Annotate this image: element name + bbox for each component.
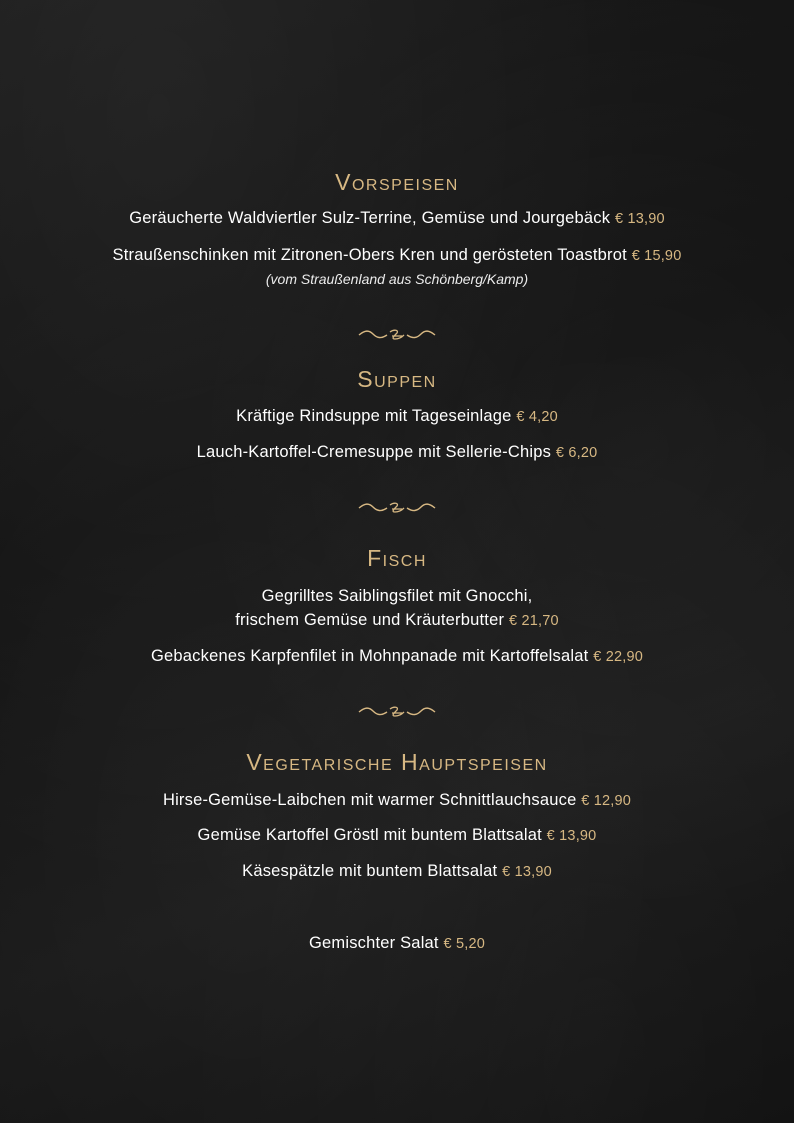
menu-item	[0, 584, 794, 608]
item-name: Kräftige Rindsuppe mit Tageseinlage	[236, 407, 512, 425]
item-name: Gebackenes Karpfenfilet in Mohnpanade mit Kartoffelsalat	[151, 647, 589, 665]
section-title-suppen: Suppen	[357, 366, 437, 392]
menu-item	[0, 608, 794, 633]
item-price: € 5,20	[443, 936, 486, 952]
item-price: € 21,70	[508, 613, 559, 629]
item-price: € 15,90	[631, 248, 682, 264]
item-name: Gegrilltes Saiblingsfilet mit Gnocchi,	[261, 587, 533, 605]
ornamental-flourish-icon	[357, 705, 437, 719]
ornamental-flourish-icon	[357, 501, 437, 515]
item-name: Geräucherte Waldviertler Sulz-Terrine, Gemüse und Jourgebäck	[129, 209, 611, 227]
menu-item	[0, 404, 794, 429]
menu-item-extra	[0, 931, 794, 956]
item-price: € 4,20	[516, 409, 558, 425]
item-note: (vom Straußenland aus Schönberg/Kamp)	[265, 271, 529, 287]
menu-item	[0, 823, 794, 848]
item-price: € 22,90	[593, 649, 643, 665]
item-name: Hirse-Gemüse-Laibchen mit warmer Schnittlauchsauce	[162, 791, 577, 809]
menu-item	[0, 788, 794, 813]
menu-item	[0, 859, 794, 884]
section-title-fisch: Fisch	[367, 545, 427, 571]
ornamental-flourish-icon	[357, 328, 437, 342]
item-price: € 12,90	[581, 793, 632, 809]
menu-item	[0, 243, 794, 268]
item-price: € 6,20	[555, 445, 598, 461]
item-price: € 13,90	[546, 828, 597, 844]
item-price: € 13,90	[614, 211, 665, 227]
item-price: € 13,90	[502, 864, 552, 880]
item-name: frischem Gemüse und Kräuterbutter	[235, 611, 505, 629]
menu-item	[0, 206, 794, 231]
item-name: Straußenschinken mit Zitronen-Obers Kren und gerösteten Toastbrot	[112, 246, 627, 264]
menu-item	[0, 644, 794, 669]
section-title-vegetarische-hauptspeisen: Vegetarische Hauptspeisen	[246, 749, 548, 775]
section-title-vorspeisen: Vorspeisen	[335, 169, 459, 195]
item-name: Gemüse Kartoffel Gröstl mit buntem Blattsalat	[197, 826, 542, 844]
menu-item	[0, 440, 794, 465]
item-name: Gemischter Salat	[308, 934, 439, 952]
item-name: Käsespätzle mit buntem Blattsalat	[242, 862, 498, 880]
item-name: Lauch-Kartoffel-Cremesuppe mit Sellerie-Chips	[196, 443, 552, 461]
